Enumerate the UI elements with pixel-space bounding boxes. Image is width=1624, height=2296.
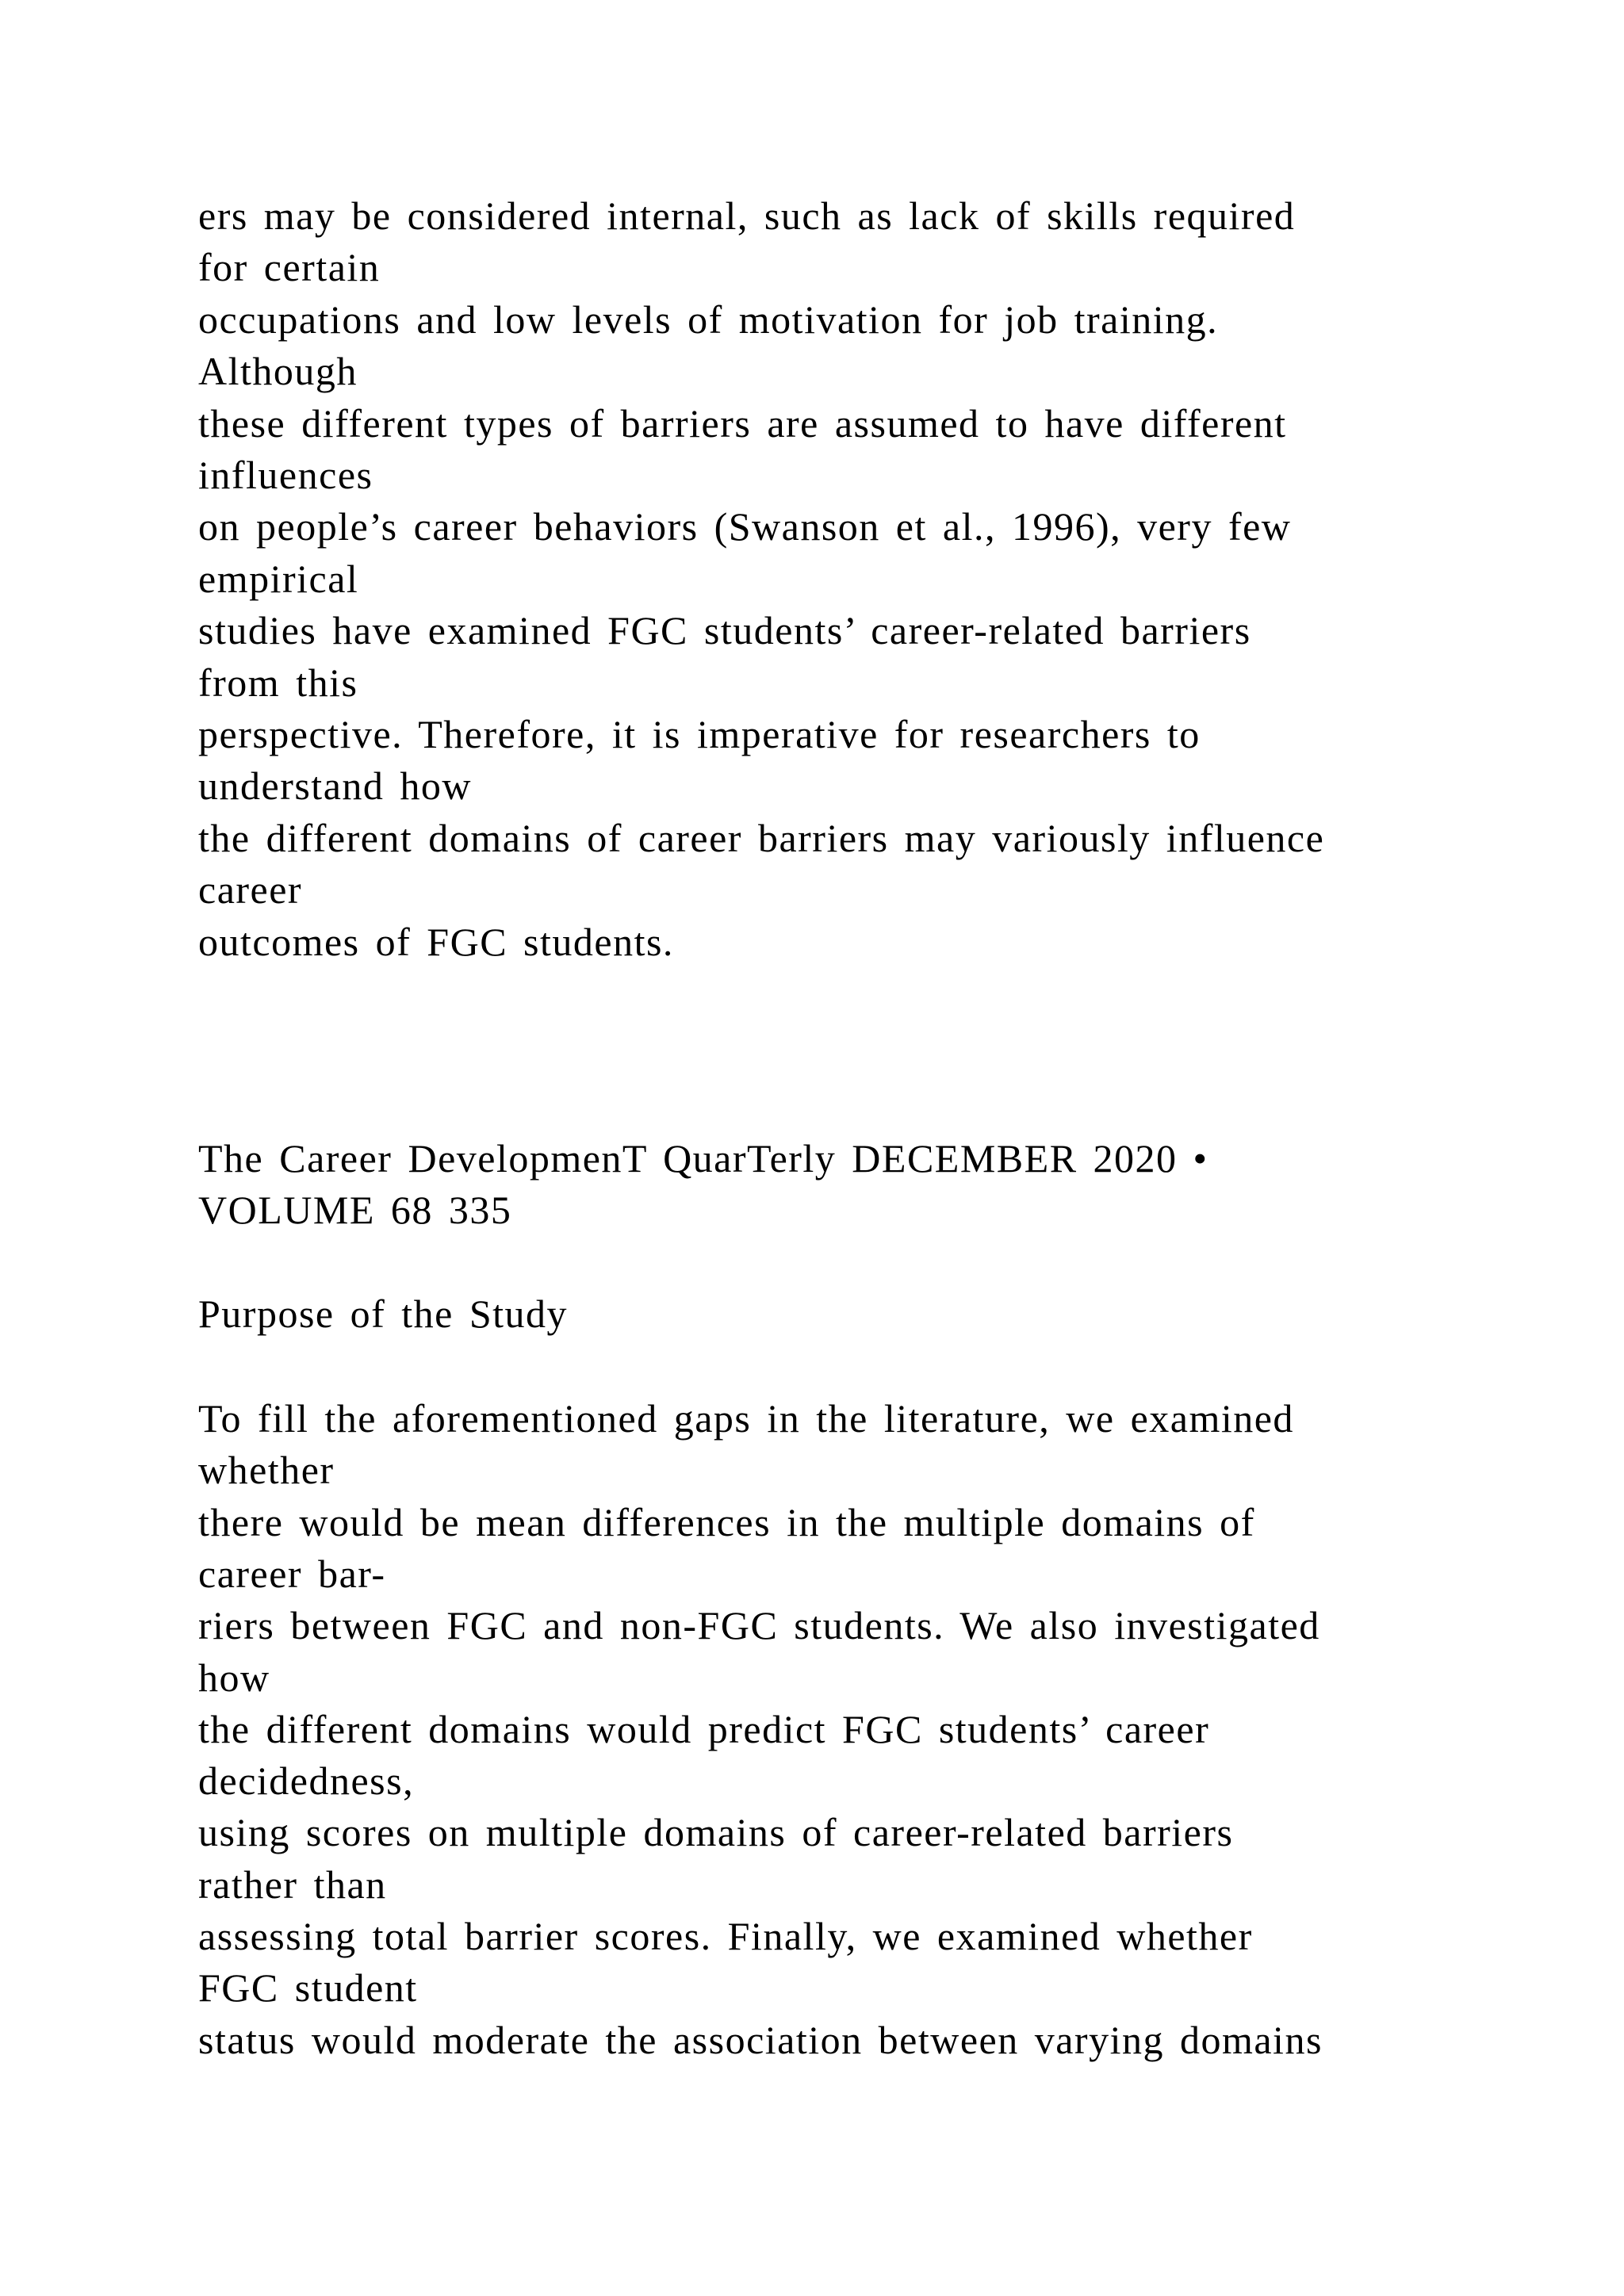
paragraph-line: understand how: [198, 763, 472, 809]
paragraph-line: assessing total barrier scores. Finally, we examined whether: [198, 1914, 1253, 1958]
paragraph-line: ers may be considered internal, such as lack of skills required: [198, 193, 1296, 238]
paragraph-line: using scores on multiple domains of career-related barriers: [198, 1810, 1234, 1855]
paragraph-line: career: [198, 867, 303, 913]
paragraph-line: how: [198, 1655, 270, 1700]
paragraph-line: there would be mean differences in the multiple domains of: [198, 1499, 1255, 1544]
paragraph-line: these different types of barriers are assumed to have different: [198, 400, 1287, 446]
paragraph-line: To fill the aforementioned gaps in the literature, we examined: [198, 1396, 1294, 1441]
paragraph-line: decidedness,: [198, 1758, 415, 1804]
paragraph-line: on people’s career behaviors (Swanson et al., 1996), very few: [198, 504, 1292, 549]
paragraph-line: FGC student: [198, 1965, 418, 2011]
running-footer-line-2: VOLUME 68 335: [198, 1188, 512, 1232]
paragraph-line: for certain: [198, 245, 381, 290]
paragraph-line: whether: [198, 1448, 335, 1493]
section-heading: Purpose of the Study: [198, 1292, 569, 1336]
paragraph-line: studies have examined FGC students’ career-related barriers: [198, 608, 1251, 653]
paragraph-line: from this: [198, 660, 358, 705]
paragraph-line: career bar-: [198, 1551, 386, 1596]
paragraph-line: empirical: [198, 556, 359, 601]
running-footer-line-1: The Career DevelopmenT QuarTerly DECEMBER 2020 •: [198, 1136, 1208, 1181]
paragraph-line: the different domains of career barriers may variously influence: [198, 815, 1325, 860]
paragraph-line: occupations and low levels of motivation for job training.: [198, 297, 1219, 342]
paragraph-line: riers between FGC and non-FGC students. We also investigated: [198, 1603, 1320, 1648]
paragraph-line: Although: [198, 349, 358, 394]
paragraph-line: the different domains would predict FGC students’ career: [198, 1706, 1210, 1751]
paragraph-line: status would moderate the association between varying domains: [198, 2017, 1323, 2062]
paragraph-line: rather than: [198, 1862, 387, 1907]
paragraph-line: perspective. Therefore, it is imperative for researchers to: [198, 712, 1201, 756]
paragraph-line: influences: [198, 453, 373, 497]
paragraph-line: outcomes of FGC students.: [198, 919, 674, 964]
